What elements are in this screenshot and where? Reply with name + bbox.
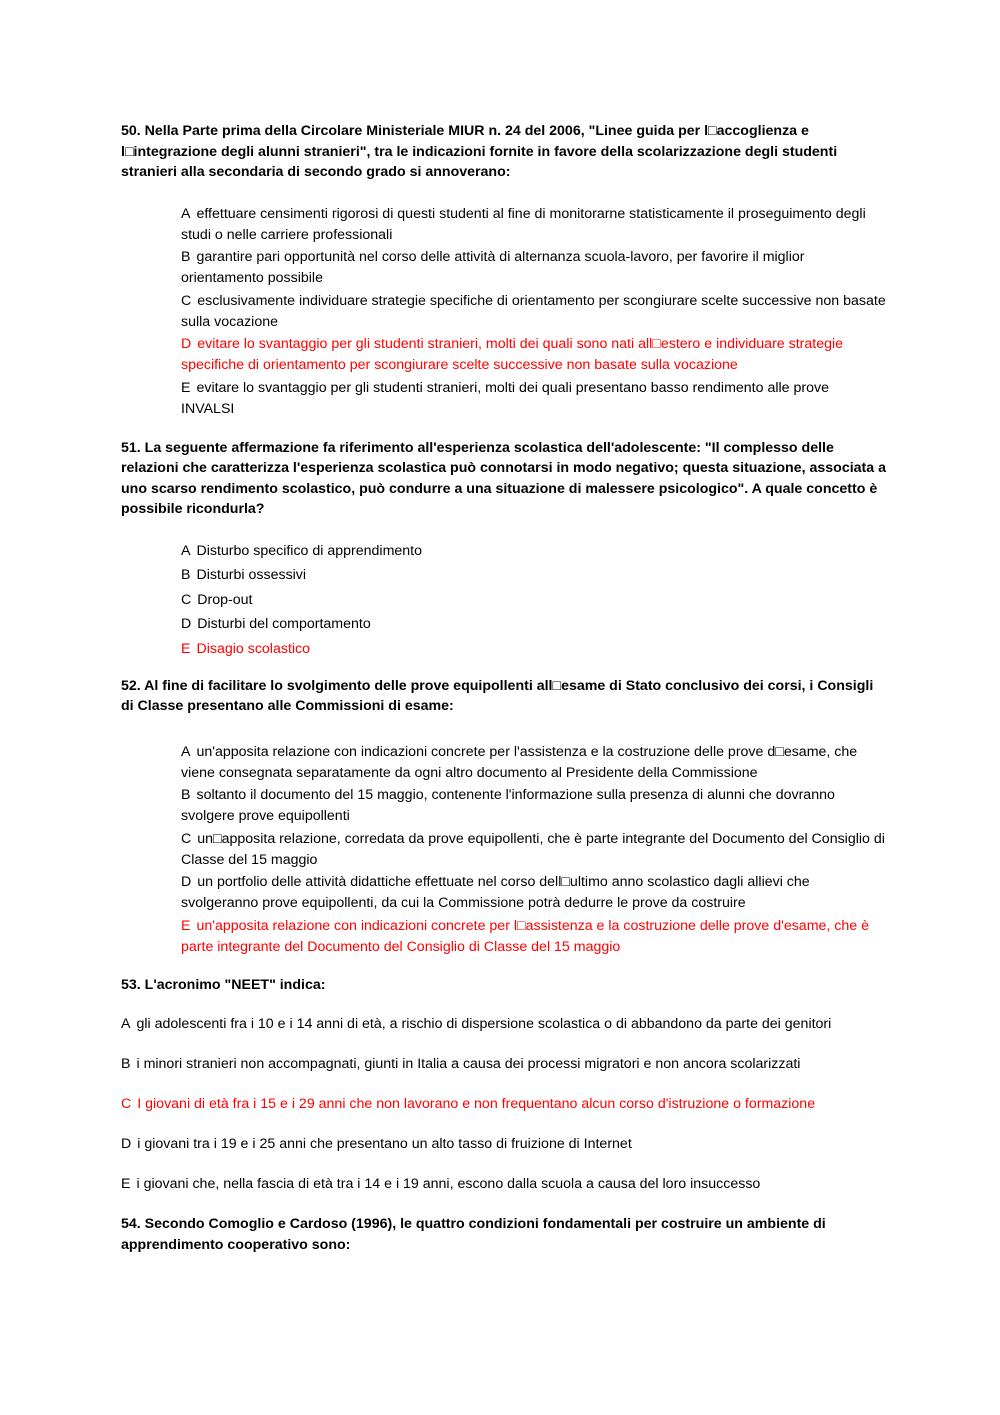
- option-53-c: [121, 1094, 886, 1115]
- option-text: gli adolescenti fra i 10 e i 14 anni di età, a rischio di dispersione scolastica o di abbandono da parte dei genitori: [136, 1016, 832, 1032]
- option-text: I giovani di età fra i 15 e i 29 anni che non lavorano e non frequentano alcun corso d'istruzione o formazione: [137, 1096, 816, 1112]
- option-text: evitare lo svantaggio per gli studenti stranieri, molti dei quali presentano basso rendimento alle prove INVALSI: [181, 379, 829, 417]
- option-letter: C: [181, 591, 192, 608]
- option-text: un portfolio delle attività didattiche effettuate nel corso dell□ultimo anno scolastico dagli allievi che svolgeranno prove equipollenti, da cui la Commissione potrà dedurre le prove da costruire: [181, 874, 810, 911]
- option-52-b: [181, 785, 886, 827]
- question-51: 51. La seguente affermazione fa riferimento all'esperienza scolastica dell'adolescente: "Il complesso delle relazioni che caratterizza l'esperienza scolastica può connotarsi in modo negativo; questa situazione, associata a uno scarso rendimento scolastico, può condurre a una situazione di malessere psicologico". A quale concetto è possibile ricondurla?: [121, 439, 887, 517]
- option-letter: A: [181, 743, 191, 760]
- option-letter: D: [181, 336, 192, 352]
- option-51-c: [181, 590, 886, 611]
- option-text: Drop-out: [197, 591, 253, 608]
- option-text: Disturbo specifico di apprendimento: [196, 542, 423, 559]
- option-letter: E: [181, 917, 191, 934]
- option-letter: D: [181, 874, 192, 890]
- option-text: Disturbi ossessivi: [196, 567, 307, 583]
- option-letter: B: [181, 787, 191, 803]
- option-text: esclusivamente individuare strategie specifiche di orientamento per scongiurare scelte successive non basate sulla vocazione: [181, 292, 886, 330]
- question-50-options: [121, 204, 886, 420]
- option-51-e: [181, 639, 886, 660]
- option-letter: C: [181, 292, 192, 309]
- option-text: soltanto il documento del 15 maggio, contenente l'informazione sulla presenza di alunni che dovranno svolgere prove equipollenti: [181, 787, 835, 824]
- option-text: effettuare censimenti rigorosi di questi studenti al fine di monitorarne statisticamente il proseguimento degli studi o nelle carriere professionali: [181, 205, 866, 243]
- option-52-a: [181, 742, 886, 784]
- option-letter: A: [181, 542, 191, 559]
- option-52-d: [181, 872, 886, 914]
- option-letter: D: [181, 616, 192, 632]
- question-52-options: [121, 742, 886, 958]
- option-52-e: [181, 916, 886, 958]
- document-page: [121, 121, 886, 1255]
- option-letter: E: [181, 379, 191, 396]
- option-text: un'apposita relazione con indicazioni concrete per l□assistenza e la costruzione delle prove d'esame, che è parte integrante del Documento del Consiglio di Classe del 15 maggio: [181, 917, 869, 955]
- option-50-e: [181, 378, 886, 420]
- option-letter: E: [181, 640, 191, 657]
- option-50-c: [181, 291, 886, 333]
- option-52-c: [181, 829, 886, 871]
- question-52: 52. Al fine di facilitare lo svolgimento delle prove equipollenti all□esame di Stato conclusivo dei corsi, i Consigli di Classe presentano alle Commissioni di esame:: [121, 677, 874, 714]
- option-text: un'apposita relazione con indicazioni concrete per l'assistenza e la costruzione delle prove d□esame, che viene consegnata separatamente da ogni altro documento al Presidente della Commissione: [181, 743, 858, 781]
- option-letter: A: [121, 1016, 131, 1032]
- option-text: i giovani tra i 19 e i 25 anni che presentano un alto tasso di fruizione di Internet: [137, 1136, 632, 1152]
- question-51-options: [121, 541, 886, 660]
- question-53: 53. L'acronimo "NEET" indica:: [121, 976, 326, 993]
- option-50-a: [181, 204, 886, 246]
- option-53-b: [121, 1054, 886, 1075]
- option-51-b: [181, 565, 886, 586]
- question-53-options: [121, 1014, 886, 1195]
- option-text: i giovani che, nella fascia di età tra i 14 e i 19 anni, escono dalla scuola a causa del loro insuccesso: [136, 1176, 761, 1192]
- option-letter: C: [121, 1096, 132, 1112]
- option-text: Disagio scolastico: [196, 640, 311, 657]
- option-51-a: [181, 541, 886, 562]
- option-53-e: [121, 1174, 886, 1195]
- option-letter: E: [121, 1176, 131, 1192]
- option-text: garantire pari opportunità nel corso delle attività di alternanza scuola-lavoro, per favorire il miglior orientamento possibile: [181, 249, 805, 286]
- option-text: un□apposita relazione, corredata da prove equipollenti, che è parte integrante del Documento del Consiglio di Classe del 15 maggio: [181, 830, 885, 868]
- question-54: 54. Secondo Comoglio e Cardoso (1996), le quattro condizioni fondamentali per costruire un ambiente di apprendimento cooperativo sono:: [121, 1216, 826, 1253]
- option-51-d: [181, 614, 886, 635]
- option-50-b: [181, 247, 886, 289]
- option-letter: A: [181, 205, 191, 222]
- option-letter: B: [181, 567, 191, 583]
- option-53-a: [121, 1014, 886, 1035]
- option-letter: D: [121, 1136, 132, 1152]
- option-50-d: [181, 334, 886, 376]
- option-letter: B: [121, 1056, 131, 1072]
- option-letter: B: [181, 249, 191, 265]
- option-text: Disturbi del comportamento: [197, 616, 371, 632]
- question-50: 50. Nella Parte prima della Circolare Ministeriale MIUR n. 24 del 2006, "Linee guida per l□accoglienza e l□integrazione degli alunni stranieri", tra le indicazioni fornite in favore della scolarizzazione degli studenti stranieri alla secondaria di secondo grado si annoverano:: [121, 123, 838, 180]
- option-letter: C: [181, 830, 192, 847]
- option-text: i minori stranieri non accompagnati, giunti in Italia a causa dei processi migratori e non ancora scolarizzati: [136, 1056, 801, 1072]
- option-text: evitare lo svantaggio per gli studenti stranieri, molti dei quali sono nati all□estero e individuare strategie specifiche di orientamento per scongiurare scelte successive non basate sulla vocazione: [181, 336, 844, 373]
- option-53-d: [121, 1134, 886, 1155]
